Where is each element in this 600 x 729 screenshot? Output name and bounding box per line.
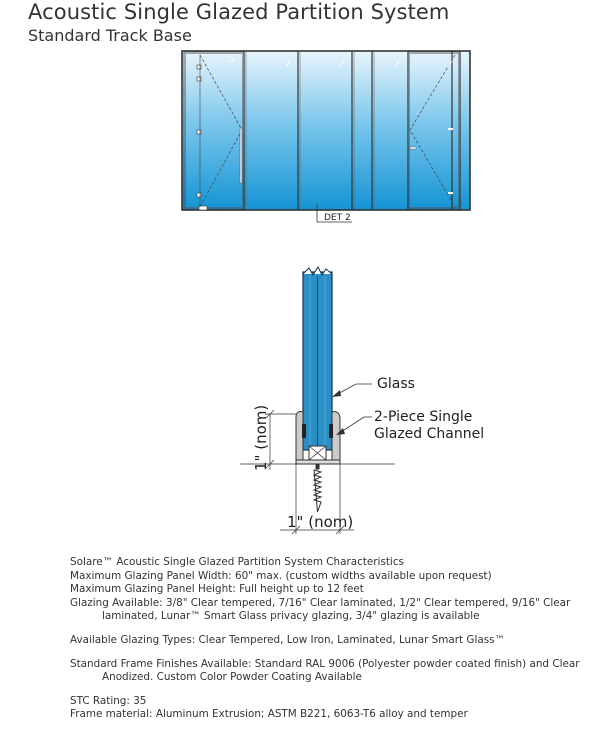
glass-field — [182, 51, 470, 210]
channel-right — [332, 412, 340, 460]
spec-glazing-types: Available Glazing Types: Clear Tempered, Low Iron, Laminated, Lunar Smart Glass™ — [70, 633, 505, 646]
page-subtitle: Standard Track Base — [28, 26, 192, 45]
spec-panel-width: Maximum Glazing Panel Width: 60" max. (custom widths available upon request) — [70, 569, 492, 582]
channel-label-line2: Glazed Channel — [374, 426, 485, 442]
elevation-drawing — [182, 51, 470, 223]
spec-finishes: Standard Frame Finishes Available: Standard RAL 9006 (Polyester powder coated finish) and Clear — [70, 657, 580, 670]
channel-left — [296, 412, 303, 461]
spec-stc: STC Rating: 35 — [70, 694, 147, 707]
spec-glazing-cont: laminated, Lunar™ Smart Glass privacy glazing, 3/4" glazing is available — [102, 610, 480, 623]
spec-finishes-cont: Anodized. Custom Color Powder Coating Available — [102, 671, 362, 684]
dimension-horizontal-label: 1" (nom) — [287, 513, 354, 531]
screw-icon — [314, 464, 321, 512]
page-title: Acoustic Single Glazed Partition System — [28, 0, 450, 24]
section-detail — [240, 267, 484, 534]
door-handle-right — [410, 147, 416, 149]
channel-label-line1: 2-Piece Single — [374, 409, 473, 425]
spec-glazing: Glazing Available: 3/8" Clear tempered, 7/16" Clear laminated, 1/2" Clear tempered, 9/16" Clear — [70, 596, 571, 609]
specifications — [70, 556, 590, 722]
spec-heading: Solare™ Acoustic Single Glazed Partition System Characteristics — [70, 556, 404, 568]
gasket-left — [302, 424, 306, 438]
gasket-right — [329, 424, 333, 438]
spec-panel-height: Maximum Glazing Panel Height: Full height up to 12 feet — [70, 583, 364, 596]
dimension-vertical-label: 1" (nom) — [252, 404, 270, 471]
detail-label: DET 2 — [324, 213, 351, 223]
glass-label: Glass — [377, 376, 415, 392]
door-handle-left — [240, 128, 242, 183]
spec-frame-material: Frame material: Aluminum Extrusion; ASTM B221, 6063-T6 alloy and temper — [70, 708, 468, 721]
